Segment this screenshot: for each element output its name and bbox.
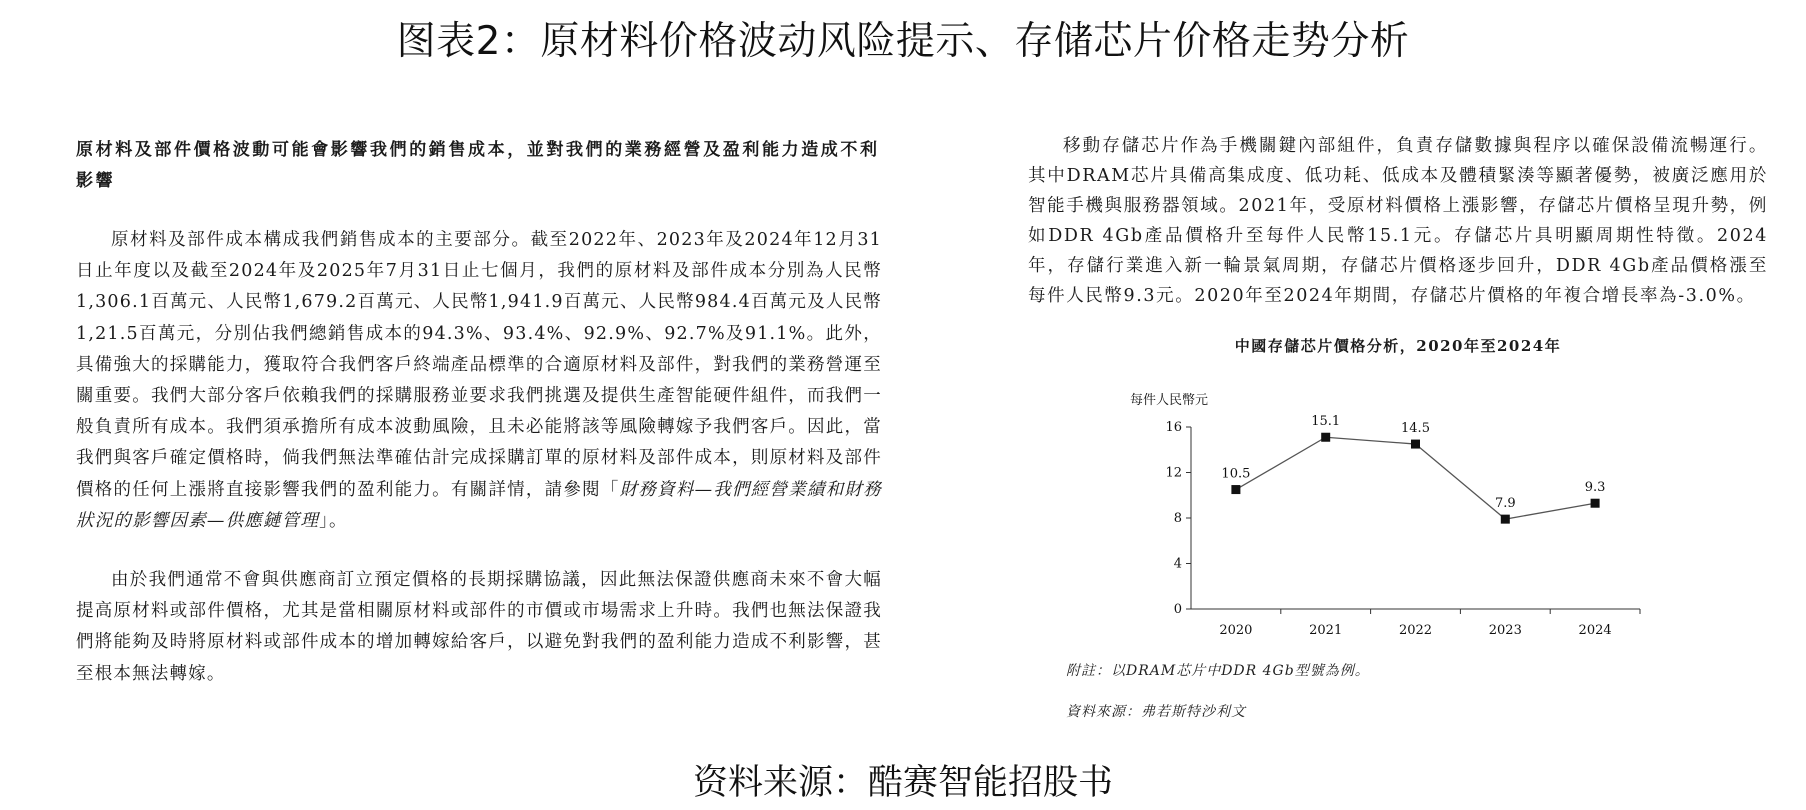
page-title: 图表2：原材料价格波动风险提示、存储芯片价格走势分析 — [396, 19, 1410, 64]
data-label: 10.5 — [1221, 466, 1251, 482]
x-tick-label: 2022 — [1398, 623, 1433, 638]
y-tick-label: 0 — [1173, 602, 1182, 617]
y-tick-label: 4 — [1173, 556, 1182, 572]
y-axis-label: 每件人民幣元 — [1130, 393, 1209, 408]
data-label: 15.1 — [1311, 414, 1341, 430]
chart-title: 中國存儲芯片價格分析，2020年至2024年 — [1234, 337, 1562, 355]
footer-source: 资料来源：酷赛智能招股书 — [692, 763, 1113, 803]
y-tick-label: 16 — [1165, 420, 1182, 435]
cross-reference: 財務資料—我們經營業績和財務狀況的影響因素—供應鏈管理 — [76, 479, 882, 531]
risk-heading: 原材料及部件價格波動可能會影響我們的銷售成本，並對我們的業務經營及盈利能力造成不利影響 — [76, 140, 880, 191]
x-tick-label: 2021 — [1309, 623, 1343, 638]
risk-paragraph-2: 由於我們通常不會與供應商訂立預定價格的長期採購協議，因此無法保證供應商未來不會大幅提高原材料或部件價格，尤其是當相關原材料或部件的市價或市場需求上升時。我們也無法保證我們將能夠及時將原材料或部件成本的增加轉嫁給客戶，以避免對我們的盈利能力造成不利影響，甚至根本無法轉嫁。 — [76, 570, 882, 684]
y-tick-label: 12 — [1165, 465, 1182, 481]
x-tick-label: 2023 — [1488, 623, 1522, 638]
industry-section — [1028, 131, 1768, 311]
data-label: 7.9 — [1494, 496, 1516, 512]
data-point — [1591, 499, 1600, 508]
risk-paragraph-1-end: 」。 — [319, 510, 348, 531]
price-line-chart — [1130, 390, 1660, 650]
chart-note: 附註：以DRAM芯片中DDR 4Gb型號為例。 — [1066, 663, 1370, 679]
data-label: 9.3 — [1584, 480, 1606, 496]
x-tick-label: 2024 — [1578, 623, 1612, 638]
y-tick-label: 8 — [1173, 511, 1182, 526]
risk-factor-section — [76, 135, 882, 690]
data-label: 14.5 — [1401, 421, 1430, 437]
data-point — [1231, 485, 1240, 494]
series-line — [1236, 437, 1595, 519]
risk-paragraph-1-text: 原材料及部件成本構成我們銷售成本的主要部分。截至2022年、2023年及2024年12月31日止年度以及截至2024年及2025年7月31日止七個月，我們的原材料及部件成本分別為人民幣1,306.1百萬元、人民幣1,679.2百萬元、人民幣1,941.9百萬元、人民幣984.4百萬元及人民幣1,21.5百萬元，分別佔我們總銷售成本的94.3%、93.4%、92.9%、92.7%及91.1%。此外，具備強大的採購能力，獲取符合我們客戶終端產品標準的合適原材料及部件，對我們的業務營運至關重要。我們大部分客戶依賴我們的採購服務並要求我們挑選及提供生產智能硬件組件，而我們一般負責所有成本。我們須承擔所有成本波動風險，且未必能將該等風險轉嫁予我們客戶。因此，當我們與客戶確定價格時，倘我們無法準確估計完成採購訂單的原材料及部件成本，則原材料及部件價格的任何上漲將直接影響我們的盈利能力。有關詳情，請參閱「 — [76, 230, 882, 500]
data-point — [1321, 433, 1330, 442]
chart-source: 資料來源：弗若斯特沙利文 — [1066, 704, 1246, 720]
risk-paragraph-1 — [76, 225, 882, 537]
industry-paragraph: 移動存儲芯片作為手機關鍵內部組件，負責存儲數據與程序以確保設備流暢運行。其中DRAM芯片具備高集成度、低功耗、低成本及體積緊湊等顯著優勢，被廣泛應用於智能手機與服務器領域。2021年，受原材料價格上漲影響，存儲芯片價格呈現升勢，例如DDR 4Gb產品價格升至每件人民幣15.1元。存儲芯片具明顯周期性特徵。2024年，存儲行業進入新一輪景氣周期，存儲芯片價格逐步回升，DDR 4Gb產品價格漲至每件人民幣9.3元。2020年至2024年期間，存儲芯片價格的年複合增長率為-3.0%。 — [1028, 136, 1768, 306]
data-point — [1501, 515, 1510, 524]
x-tick-label: 2020 — [1219, 623, 1253, 638]
data-point — [1411, 440, 1420, 449]
